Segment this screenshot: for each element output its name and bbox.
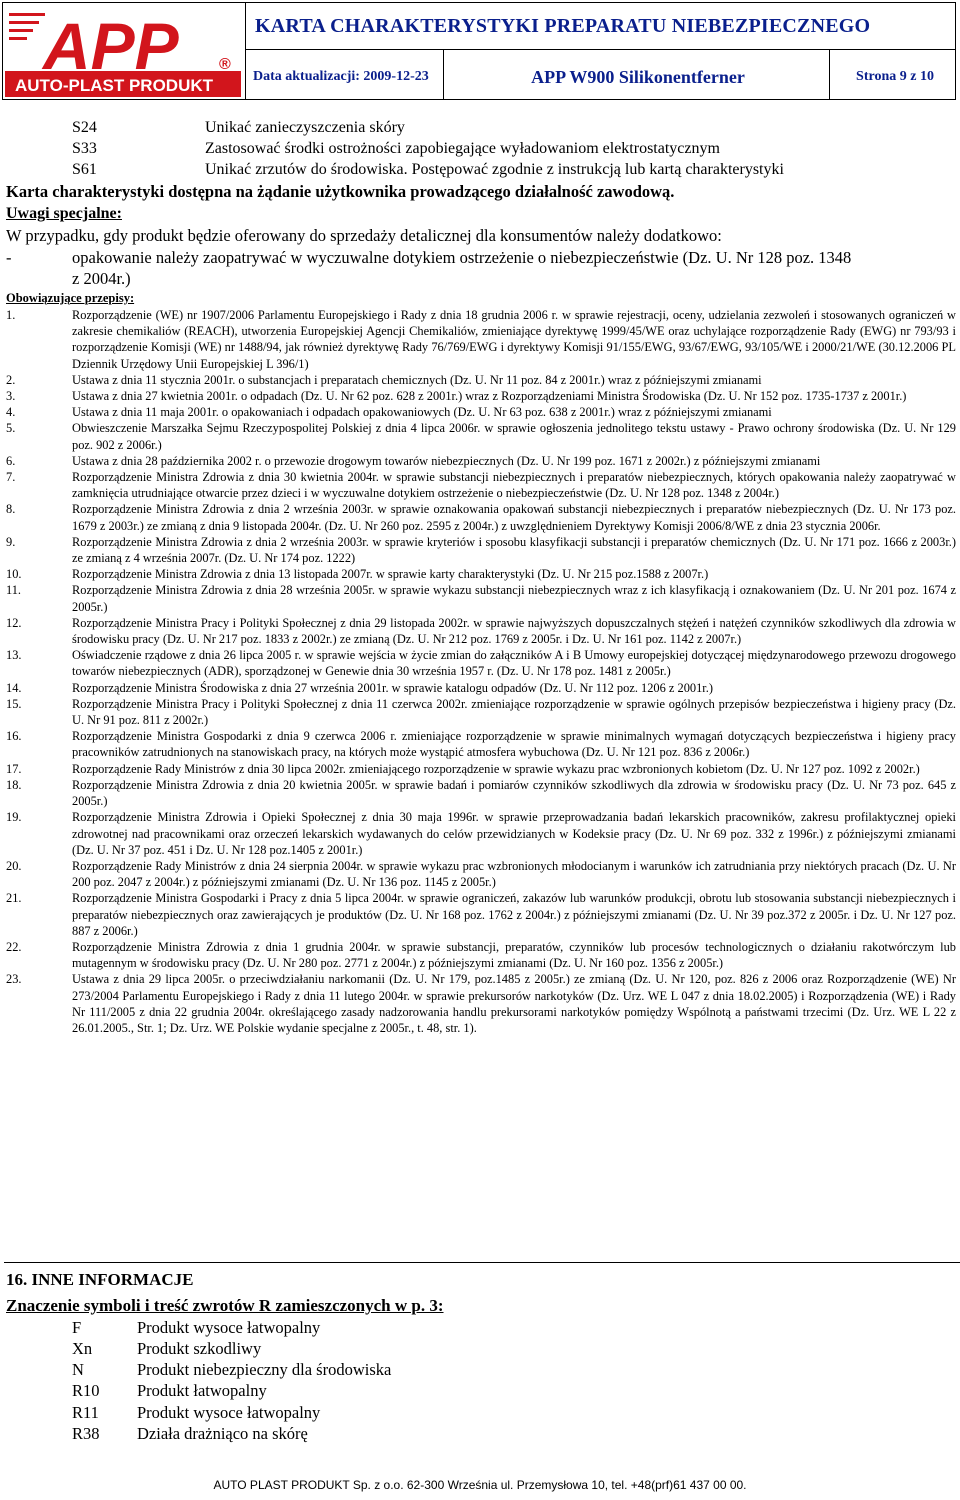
list-item-text: Rozporządzenie Ministra Zdrowia z dnia 20 kwietnia 2005r. w sprawie badań i pomiarów czynników szkodliwych dla zdrowia w środowisku pracy (Dz. U. Nr 73 poz. 645 z 2005r.) bbox=[72, 777, 956, 809]
list-item-number: 22. bbox=[6, 939, 22, 954]
symbol-text: Produkt wysoce łatwopalny bbox=[137, 1403, 321, 1422]
list-item-number: 15. bbox=[6, 696, 22, 711]
section-16-heading: 16. INNE INFORMACJE bbox=[6, 1270, 194, 1289]
list-item bbox=[6, 534, 956, 566]
list-item bbox=[6, 696, 956, 728]
list-item-text: Rozporządzenie Rady Ministrów z dnia 30 lipca 2002r. zmieniającego rozporządzenie w sprawie wykazu prac wzbronionych kobietom (Dz. U. Nr 127 poz. 1092 z 2002r.) bbox=[72, 761, 920, 776]
list-item-text: Rozporządzenie Ministra Zdrowia z dnia 30 kwietnia 2004r. w sprawie substancji niebezpiecznych i preparatów niebezpiecznych, których opakowania należy zaopatrywać w zamknięcia utrudniające otwarcie przez dzieci i w wyczuwalne dotykiem ostrzeżenie o niebezpieczeństwie (Dz. U. Nr 128 poz. 1348 z 2004r.) bbox=[72, 470, 956, 501]
s-phrase-text: Unikać zanieczyszczenia skóry bbox=[205, 119, 405, 136]
list-item-number: 23. bbox=[6, 972, 22, 987]
list-item bbox=[6, 469, 956, 501]
list-item-text: Rozporządzenie Ministra Środowiska z dnia 27 września 2001r. w sprawie katalogu odpadów (Dz. U. Nr 112 poz. 1206 z 2001r.) bbox=[72, 680, 713, 695]
list-item bbox=[6, 566, 956, 582]
list-item-text: Ustawa z dnia 27 kwietnia 2001r. o odpadach (Dz. U. Nr 62 poz. 628 z 2001r.) wraz z Rozporządzeniami Ministra Środowiska (Dz. U. Nr 152 poz. 1735-1737 z 2001r.) bbox=[72, 389, 907, 404]
list-item-number: 21. bbox=[6, 891, 22, 906]
list-item-text: Rozporządzenie Ministra Zdrowia i Opieki Społecznej z dnia 30 maja 1996r. w sprawie przeprowadzania badań lekarskich pracowników, zakresu profilaktycznej opieki zdrowotnej nad pracownikami oraz orzeczeń lekarskich wydawanych do celów przewidzianych w Kodeksie pracy (Dz. U. Nr 69 poz. 332 z 1996r.) z późniejszymi zmianami (Dz. U. Nr 37 poz. 451 i Dz. U. Nr 128 poz.1405 z 2001r.) bbox=[72, 810, 956, 857]
list-item-text: Rozporządzenie Ministra Gospodarki z dnia 9 czerwca 2006 r. zmieniające rozporządzenie w sprawie minimalnych wymagań dotyczących bezpieczeństwa i higieny pracy pracowników zatrudnionych na stanowiskach pracy, na których może wystąpić atmosfera wybuchowa (Dz. U. Nr 121 poz. 836 z 2006r.) bbox=[72, 729, 956, 760]
list-item-number: 19. bbox=[6, 810, 22, 825]
s-phrase-code: S24 bbox=[72, 119, 97, 136]
header-divider bbox=[829, 49, 830, 99]
symbol-code: N bbox=[72, 1360, 84, 1379]
list-item bbox=[6, 971, 956, 1036]
list-item-text: Rozporządzenie Ministra Pracy i Polityki Społecznej z dnia 11 czerwca 2002r. zmieniające rozporządzenie w sprawie ogólnych przepisów bezpieczeństwa i higieny pracy (Dz. U. Nr 91 poz. 811 z 2002r.) bbox=[72, 696, 956, 728]
list-item bbox=[6, 582, 956, 614]
special-notes-heading: Uwagi specjalne: bbox=[6, 205, 122, 222]
update-date: Data aktualizacji: 2009-12-23 bbox=[253, 69, 429, 84]
list-item-text: Rozporządzenie (WE) nr 1907/2006 Parlamentu Europejskiego i Rady z dnia 18 grudnia 2006 r. w sprawie rejestracji, oceny, udzielania zezwoleń i stosowanych ograniczeń w zakresie chemikaliów (REACH), utworzenia Europejskiej Agencji Chemikaliów, zmieniające dyrektywę 1999/45/WE oraz uchylające rozporządzenie Rady (EWG) nr 793/93 i rozporządzenie Komisji (WE) nr 1488/94, jak również dyrektywę Rady 76/769/EWG i dyrektywy Komisji 91/155/EWG, 93/67/EWG, 93/105/WE i 2000/21/WE (30.12.2006 PL Dziennik Urzędowy Unii Europejskiej L 396/1) bbox=[72, 308, 956, 371]
list-item-text: Rozporządzenie Ministra Zdrowia z dnia 2 września 2003r. w sprawie kryteriów i sposobu klasyfikacji substancji i preparatów chemicznych (Dz. U. Nr 171 poz. 1666 z 2003r.) ze zmianą z 4 września 2007r. (Dz. U. Nr 174 poz. 1222) bbox=[72, 534, 956, 566]
list-item bbox=[6, 388, 956, 404]
bullet-dash: - bbox=[6, 248, 12, 267]
list-item-text: Rozporządzenie Ministra Zdrowia z dnia 2 września 2003r. w sprawie oznakowania opakowań substancji niebezpiecznych i preparatów niebezpiecznych (Dz. U. Nr 173 poz. 1679 z 2003r.) ze zmianą z dnia 9 listopada 2004r. (Dz. U. Nr 260 poz. 2595 z 2004r.) z uwzględnieniem Dyrektywy Komisji 2006/8/WE z dnia 23 stycznia 2006r. bbox=[72, 502, 956, 533]
list-item-number: 8. bbox=[6, 502, 16, 517]
special-notes-bullet: opakowanie należy zaopatrywać w wyczuwalne dotykiem ostrzeżenie o niebezpieczeństwie (Dz. U. Nr 128 poz. 1348 bbox=[72, 248, 852, 267]
symbol-text: Produkt szkodliwy bbox=[137, 1339, 262, 1358]
list-item bbox=[6, 777, 956, 809]
list-item-text: Oświadczenie rządowe z dnia 26 lipca 2005 r. w sprawie wejścia w życie zmian do załączników A i B Umowy europejskiej dotyczącej międzynarodowego przewozu drogowego towarów niebezpiecznych (ADR), sporządzonej w Genewie dnia 30 września 1957 r. (Dz. U. Nr 178 poz. 1481 z 2005r.) bbox=[72, 648, 956, 679]
list-item-number: 7. bbox=[6, 470, 16, 485]
logo-registered-mark: ® bbox=[219, 56, 231, 73]
list-item-number: 2. bbox=[6, 372, 16, 387]
list-item bbox=[6, 647, 956, 679]
list-item-number: 5. bbox=[6, 421, 16, 436]
list-item-number: 17. bbox=[6, 761, 22, 776]
s-phrase-code: S61 bbox=[72, 161, 97, 178]
app-logo bbox=[5, 7, 241, 99]
header-divider bbox=[443, 49, 444, 99]
list-item bbox=[6, 501, 956, 533]
list-item-text: Rozporządzenie Rady Ministrów z dnia 24 sierpnia 2004r. w sprawie wykazu prac wzbronionych młodocianym i warunków ich zatrudniania przy niektórych pracach (Dz. U. Nr 200 poz. 2047 z 2004r.) z późniejszymi zmianami (Dz. U. Nr 136 poz. 1145 z 2005r.) bbox=[72, 858, 956, 890]
list-item-text: Obwieszczenie Marszałka Sejmu Rzeczypospolitej Polskiej z dnia 4 lipca 2006r. w sprawie ogłoszenia jednolitego tekstu ustawy - Prawo ochrony środowiska (Dz. U. Nr 129 poz. 902 z 2006r.) bbox=[72, 421, 956, 452]
list-item-number: 1. bbox=[6, 308, 16, 322]
symbol-text: Produkt niebezpieczny dla środowiska bbox=[137, 1360, 392, 1379]
list-item-text: Rozporządzenie Ministra Pracy i Polityki Społecznej z dnia 29 listopada 2002r. w sprawie najwyższych dopuszczalnych stężeń i natężeń czynników szkodliwych dla zdrowia w środowisku pracy (Dz. U. Nr 217 poz. 1833 z 2002r.) ze zmianą (Dz. U. Nr 212 poz. 1769 z 2005r. i Dz. U. Nr 161 poz. 1142 z 2007r.) bbox=[72, 615, 956, 647]
page-number: Strona 9 z 10 bbox=[856, 69, 934, 84]
symbol-code: R10 bbox=[72, 1381, 100, 1400]
list-item-text: Ustawa z dnia 11 stycznia 2001r. o substancjach i preparatach chemicznych (Dz. U. Nr 11 poz. 84 z 2001r.) wraz z późniejszymi zmianami bbox=[72, 372, 762, 387]
section-divider bbox=[4, 1262, 960, 1263]
symbols-heading: Znaczenie symboli i treść zwrotów R zamieszczonych w p. 3: bbox=[6, 1296, 444, 1315]
header-divider bbox=[245, 3, 246, 99]
page-footer: AUTO PLAST PRODUKT Sp. z o.o. 62-300 Września ul. Przemysłowa 10, tel. +48(prf)61 437 00 00. bbox=[213, 1478, 747, 1492]
product-name: APP W900 Silikonentferner bbox=[531, 67, 745, 87]
list-item bbox=[6, 615, 956, 647]
list-item-text: Ustawa z dnia 28 października 2002 r. o przewozie drogowym towarów niebezpiecznych (Dz. U. Nr 199 poz. 1671 z 2002r.) z późniejszymi zmianami bbox=[72, 453, 821, 468]
list-item-number: 9. bbox=[6, 534, 16, 549]
list-item-text: Ustawa z dnia 29 lipca 2005r. o przeciwdziałaniu narkomanii (Dz. U. Nr 179, poz.1485 z 2005r.) ze zmianą (Dz. U. Nr 120, poz. 826 z 2006 oraz Rozporządzenie (WE) Nr 273/2004 Parlamentu Europejskiego i Rady z dnia 11 lutego 2004r. w sprawie prekursorów narkotyków (Dz. Urz. WE L 047 z dnia 18.02.2005) i Rozporządzenia (WE) i Rady Nr 111/2005 z dnia 22 grudnia 2004r. określającego zasady nadzorowania handlu prekursorami narkotyków pomiędzy Wspólnotą a państwami trzecimi (Dz. Urz. WE L 22 z 26.01.2005., Str. 1; Dz. Urz. WE Polskie wydanie specjalne z 2005r., t. 48, str. 1). bbox=[72, 972, 956, 1035]
list-item-text: Rozporządzenie Ministra Zdrowia z dnia 13 listopada 2007r. w sprawie karty charakterystyki (Dz. U. Nr 215 poz.1588 z 2007r.) bbox=[72, 567, 709, 582]
list-item bbox=[6, 453, 956, 469]
logo-main-text: APP bbox=[43, 9, 179, 83]
list-item bbox=[6, 809, 956, 858]
list-item-number: 13. bbox=[6, 648, 22, 663]
s-phrase-text: Unikać zrzutów do środowiska. Postępować zgodnie z instrukcją lub kartą charakterystyki bbox=[205, 161, 784, 178]
document-header bbox=[2, 2, 956, 100]
symbol-code: Xn bbox=[72, 1339, 93, 1358]
regulations-list bbox=[6, 307, 956, 1036]
list-item-number: 16. bbox=[6, 729, 22, 744]
list-item-number: 18. bbox=[6, 777, 22, 792]
regulations-heading: Obowiązujące przepisy: bbox=[6, 291, 135, 305]
symbol-text: Produkt wysoce łatwopalny bbox=[137, 1318, 321, 1337]
list-item bbox=[6, 939, 956, 971]
symbol-code: R11 bbox=[72, 1403, 99, 1422]
list-item-text: Ustawa z dnia 11 maja 2001r. o opakowaniach i odpadach opakowaniowych (Dz. U. Nr 63 poz. 638 z 2001r.) wraz z późniejszymi zmianami bbox=[72, 405, 772, 420]
list-item-number: 6. bbox=[6, 453, 16, 468]
list-item-number: 20. bbox=[6, 858, 22, 873]
special-notes-bullet-cont: z 2004r.) bbox=[72, 269, 131, 288]
list-item-number: 11. bbox=[6, 583, 22, 598]
list-item bbox=[6, 680, 956, 696]
list-item-text: Rozporządzenie Ministra Zdrowia z dnia 1 grudnia 2004r. w sprawie substancji, preparatów, czynników lub procesów technologicznych o działaniu rakotwórczym lub mutagennym w środowisku pracy (Dz. U. Nr 280 poz. 2771 z 2004r.) z późniejszymi zmianami (Dz. U. Nr 160 poz. 1356 z 2005r.) bbox=[72, 939, 956, 971]
list-item-number: 4. bbox=[6, 405, 16, 420]
list-item-number: 3. bbox=[6, 389, 16, 404]
list-item bbox=[6, 372, 956, 388]
symbol-code: R38 bbox=[72, 1424, 100, 1443]
list-item bbox=[6, 307, 956, 372]
header-divider bbox=[245, 49, 955, 50]
list-item bbox=[6, 761, 956, 777]
logo-sub-text: AUTO-PLAST PRODUKT bbox=[15, 76, 214, 95]
availability-note: Karta charakterystyki dostępna na żądanie użytkownika prowadzącego działalność zawodową. bbox=[6, 182, 675, 201]
list-item-text: Rozporządzenie Ministra Gospodarki i Pracy z dnia 5 lipca 2004r. w sprawie ograniczeń, zakazów lub warunków produkcji, obrotu lub stosowania substancji niebezpiecznych i preparatów niebezpiecznych oraz zawierających je produktów (Dz. U. Nr 168 poz. 1762 z 2004r.) z późniejszymi zmianami (Dz. U. Nr 39 poz.372 z 2005r. i Dz. U. Nr 127 poz. 887 z 2006r.) bbox=[72, 891, 956, 938]
list-item-text: Rozporządzenie Ministra Zdrowia z dnia 28 września 2005r. w sprawie wykazu substancji niebezpiecznych wraz z ich klasyfikacją i oznakowaniem (Dz. U. Nr 201 poz. 1674 z 2005r.) bbox=[72, 583, 956, 614]
document-title: KARTA CHARAKTERYSTYKI PREPARATU NIEBEZPIECZNEGO bbox=[255, 15, 871, 37]
list-item-number: 12. bbox=[6, 615, 22, 630]
list-item bbox=[6, 858, 956, 890]
special-notes-intro: W przypadku, gdy produkt będzie oferowany do sprzedaży detalicznej dla konsumentów należy dodatkowo: bbox=[6, 226, 722, 245]
s-phrase-code: S33 bbox=[72, 140, 97, 157]
list-item-number: 10. bbox=[6, 567, 22, 582]
list-item-number: 14. bbox=[6, 680, 22, 695]
list-item bbox=[6, 420, 956, 452]
list-item bbox=[6, 890, 956, 939]
symbol-code: F bbox=[72, 1318, 82, 1337]
list-item bbox=[6, 404, 956, 420]
s-phrase-text: Zastosować środki ostrożności zapobiegające wyładowaniom elektrostatycznym bbox=[205, 140, 720, 157]
symbol-text: Produkt łatwopalny bbox=[137, 1381, 267, 1400]
list-item bbox=[6, 728, 956, 760]
symbol-text: Działa drażniąco na skórę bbox=[137, 1424, 308, 1443]
